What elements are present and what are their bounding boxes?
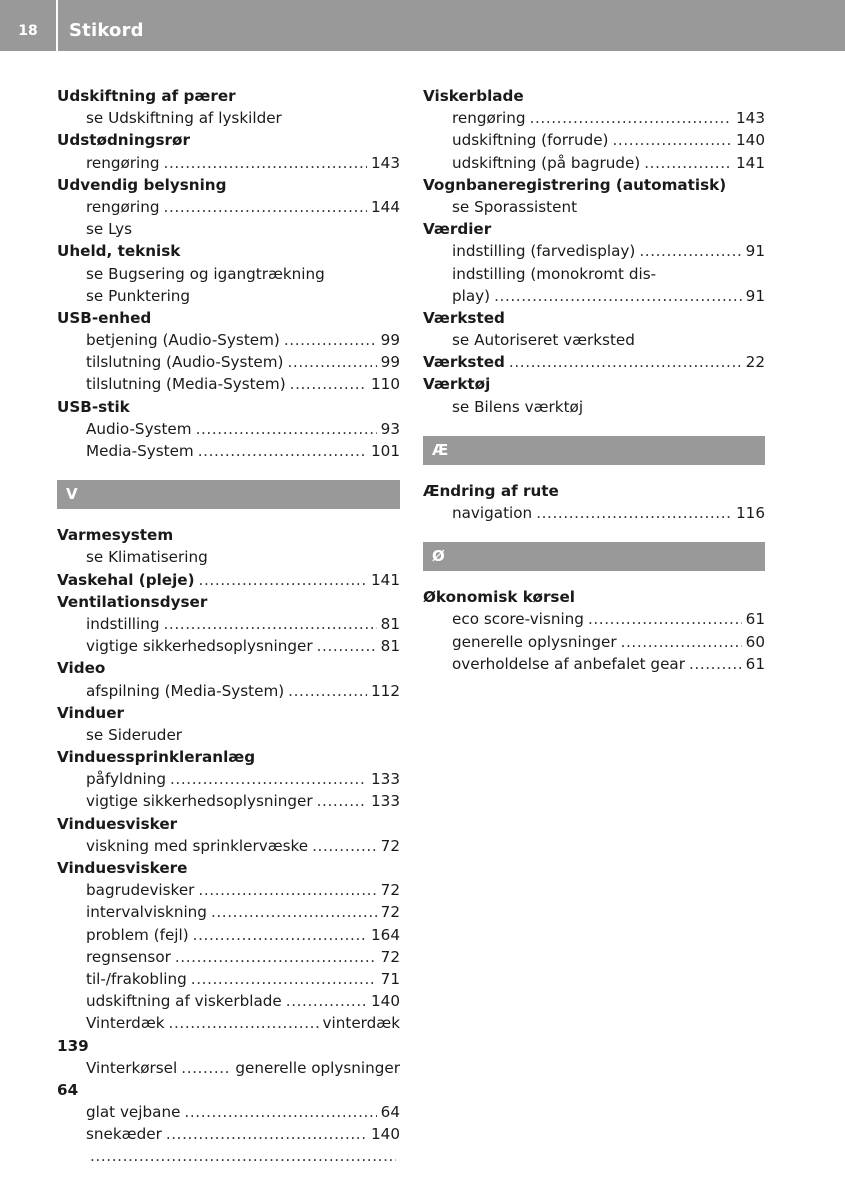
index-column-left [57,85,400,1168]
index-heading: Udvendig belysning [57,175,227,194]
index-reference: se Klimatisering [86,548,208,567]
page-ref: 72 [380,903,400,922]
page-ref: 133 [371,770,400,789]
entry-text: generelle oplysninger [452,632,617,651]
index-subentry [423,502,765,524]
entry-text: til-/frakobling [86,969,187,988]
page-number-box [0,0,56,51]
dot-leader [196,418,377,440]
dot-leader [181,1057,231,1079]
dot-leader [284,329,377,351]
page-ref: 91 [745,286,765,305]
entry-text: regnsensor [86,947,171,966]
index-subentry [57,1101,400,1123]
index-subentry [423,240,765,262]
index-reference: se Udskiftning af lyskilder [86,109,282,128]
entry-text: overholdelse af anbefalet gear [452,654,685,673]
dot-leader [90,1145,396,1167]
page-ref: 81 [380,637,400,656]
index-subentry [57,924,400,946]
index-subentry [57,835,400,857]
entry-text: vigtige sikkerhedsoplysninger [86,792,313,811]
dot-leader [494,285,742,307]
section-letter-band: Æ [423,436,765,465]
index-subentry [57,946,400,968]
entry-text: snekæder [86,1125,162,1144]
dot-leader [169,1012,319,1034]
entry-text: indstilling (farvedisplay) [452,242,636,261]
index-subentry [57,196,400,218]
index-heading: Vinduesvisker [57,814,178,833]
entry-text: eco score-visning [452,610,584,629]
dot-leader [689,653,742,675]
index-heading: Vinduessprinkleranlæg [57,748,256,767]
entry-text: påfyldning [86,770,166,789]
page-ref: 64 [380,1103,400,1122]
entry-text: viskning med sprinklervæske [86,836,309,855]
dot-leader [644,152,732,174]
index-subentry [423,152,765,174]
page-ref: 101 [371,442,400,460]
entry-text: navigation [452,504,533,522]
dot-leader [639,240,741,262]
index-heading: 139 [57,1036,89,1055]
entry-text: udskiftning (på bagrude) [452,153,641,172]
page-ref: 143 [371,153,400,172]
index-heading: Viskerblade [423,87,524,105]
index-heading: Værksted [423,308,505,327]
index-heading: Værktøj [423,375,491,394]
index-heading: Ændring af rute [423,481,559,500]
index-reference: se Sporassistent [452,197,578,216]
dot-leader [198,879,376,901]
page-ref: 164 [371,925,400,944]
dot-leader [184,1101,376,1123]
index-heading: USB-stik [57,397,130,416]
index-subentry [57,680,400,702]
page-number: 18 [18,23,38,39]
index-heading: USB-enhed [57,308,152,327]
page-ref: 61 [745,610,765,629]
index-subentry [57,790,400,812]
index-heading: Uheld, teknisk [57,242,181,261]
page-ref: 22 [745,353,765,372]
page-ref: 60 [745,632,765,651]
dot-leader [198,440,367,462]
entry-text: bagrudevisker [86,881,195,900]
index-heading: Udskiftning af pærer [57,87,236,105]
page-ref: 99 [380,353,400,372]
entry-text: betjening (Audio-System) [86,331,280,350]
dot-leader [588,608,742,630]
index-subentry [57,901,400,923]
index-subentry [423,107,765,129]
index-subentry [423,285,765,307]
index-subentry [57,613,400,635]
entry-text: intervalviskning [86,903,207,922]
page-ref: 72 [380,836,400,855]
page-ref: vinterdæk [322,1014,400,1033]
page-ref: 91 [745,242,765,261]
page-ref: 141 [371,570,400,589]
entry-text: Audio-System [86,419,192,438]
index-subentry [57,879,400,901]
page-ref: 140 [371,1125,400,1144]
dot-leader [191,968,377,990]
dot-leader [287,351,376,373]
page-ref: generelle oplysninger [235,1058,400,1077]
entry-text: Vinterdæk [86,1014,165,1033]
page-ref: 133 [371,792,400,811]
index-heading-with-page [57,569,400,591]
dot-leader [290,373,367,395]
entry-text: Vinterkørsel [86,1058,178,1077]
page-ref: 71 [380,969,400,988]
dot-leader [317,635,377,657]
index-subentry [57,635,400,657]
entry-text: vigtige sikkerhedsoplysninger [86,637,313,656]
entry-text: udskiftning af viskerblade [86,992,282,1011]
entry-text: indstilling [86,614,160,633]
index-column-right [423,85,765,675]
dot-leader [613,129,733,151]
page-ref: 110 [371,375,400,394]
dot-leader [164,196,367,218]
index-subentry [423,608,765,630]
index-heading: Økonomisk kørsel [423,588,575,607]
title-bar [58,0,845,51]
page-ref: 72 [380,881,400,900]
entry-text: rengøring [452,109,526,128]
dot-leader [312,835,377,857]
index-subentry [57,373,400,395]
dot-leader [288,680,367,702]
index-subentry [423,653,765,675]
index-heading: 64 [57,1080,79,1099]
entry-text: rengøring [86,153,160,172]
index-subentry [57,418,400,440]
entry-text: tilslutning (Media-System) [86,375,286,394]
dot-leader [317,790,367,812]
page-ref: 140 [371,992,400,1011]
page-ref: 72 [380,947,400,966]
index-subentry [57,351,400,373]
index-subentry [57,1012,400,1034]
index-heading: Vinduer [57,703,124,722]
dot-leader [166,1123,367,1145]
index-subentry [57,440,400,462]
page-ref: 99 [380,331,400,350]
index-subentry [423,129,765,151]
index-heading: Ventilationsdyser [57,592,208,611]
dot-leader [175,946,377,968]
index-heading: Vinduesviskere [57,859,188,877]
dot-leader [530,107,732,129]
dot-leader [170,768,367,790]
index-reference: se Sideruder [86,725,183,744]
dot-leader [164,613,377,635]
index-subentry [57,1145,400,1167]
page-ref: 141 [736,153,765,172]
dot-leader [286,990,367,1012]
index-heading: Vognbaneregistrering (automatisk) [423,175,727,194]
page-ref: 93 [380,419,400,438]
index-heading: Udstødningsrør [57,131,190,150]
page-ref: 116 [736,504,765,522]
dot-leader [199,569,367,591]
index-subentry [57,1123,400,1145]
index-subentry [57,1057,400,1079]
index-subentry [57,768,400,790]
entry-text: Vaskehal (pleje) [57,570,195,589]
index-heading: Varmesystem [57,526,174,545]
entry-text: rengøring [86,197,160,216]
index-reference: se Bilens værktøj [452,397,584,416]
page-ref: 140 [736,131,765,150]
dot-leader [193,924,367,946]
page-header [0,0,845,51]
index-reference: se Bugsering og igangtrækning [86,264,325,283]
index-subentry-wrapped: indstilling (monokromt dis- [452,264,657,283]
section-letter-band: Ø [423,542,765,571]
index-reference: se Lys [86,220,133,239]
index-subentry [57,152,400,174]
page-title: Stikord [69,20,144,41]
entry-text: Media-System [86,442,194,460]
dot-leader [509,351,742,373]
index-reference: se Autoriseret værksted [452,331,635,350]
index-subentry [57,968,400,990]
dot-leader [211,901,377,923]
entry-text: Værksted [423,353,505,372]
section-letter-band: V [57,480,400,509]
index-heading: Værdier [423,220,492,239]
dot-leader [164,152,367,174]
index-subentry [57,329,400,351]
index-heading: Video [57,659,106,678]
page-ref: 143 [736,109,765,128]
entry-text: glat vejbane [86,1103,181,1122]
page-ref: 112 [371,681,400,700]
entry-text: tilslutning (Audio-System) [86,353,284,372]
dot-leader [536,502,732,524]
entry-text: problem (fejl) [86,925,189,944]
entry-text: play) [452,286,491,305]
index-subentry [423,631,765,653]
page-ref: 81 [380,614,400,633]
page-ref: 61 [745,654,765,673]
dot-leader [621,631,742,653]
index-reference: se Punktering [86,286,191,305]
entry-text: udskiftning (forrude) [452,131,609,150]
index-heading-with-page [423,351,765,373]
page-ref: 144 [371,197,400,216]
index-subentry [57,990,400,1012]
entry-text: afspilning (Media-System) [86,681,285,700]
